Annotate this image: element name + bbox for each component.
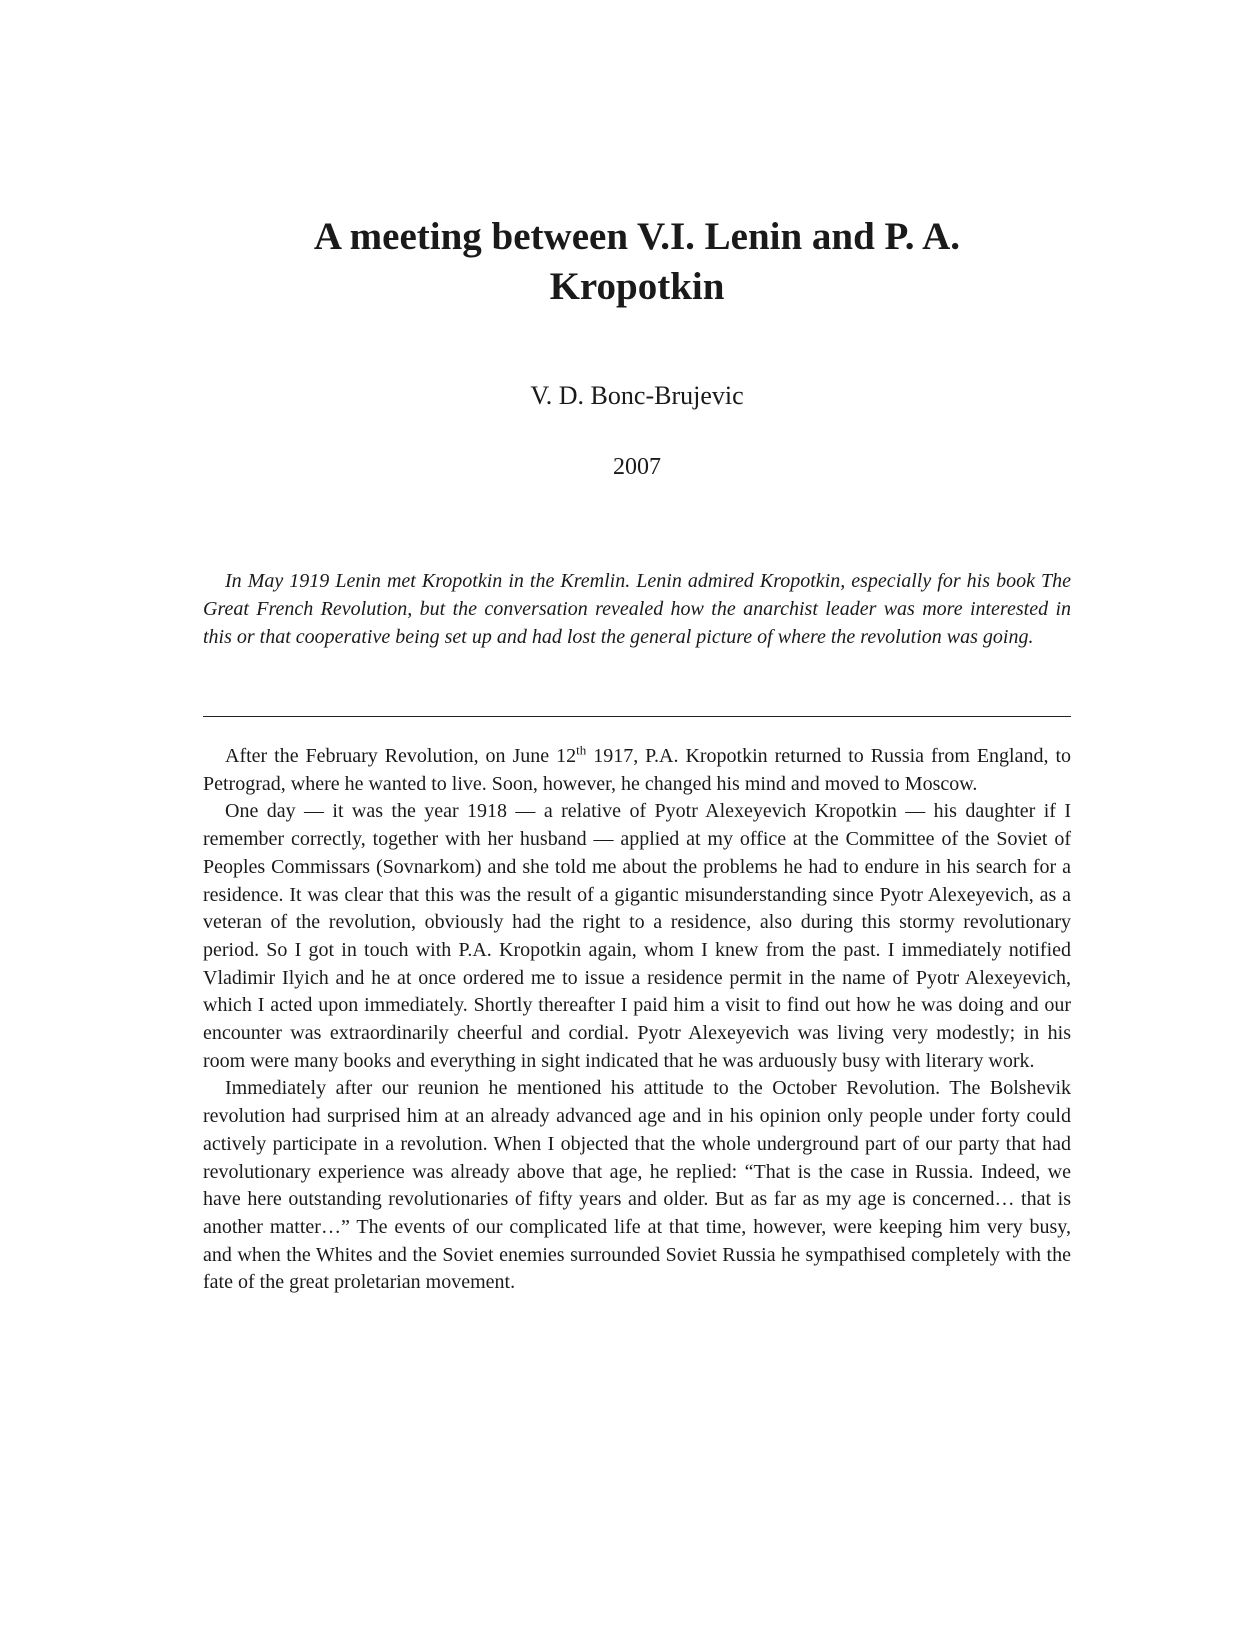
title-line-2: Kropotkin [549,265,725,308]
body-paragraph-3: Immediately after our reunion he mentioned his attitude to the October Revolution. The Bolshevik revolution had surprised him at an already advanced age and in his opinion only people under forty could actively participate in a revolution. When I objected that the whole underground part of our party that had revolutionary experience was already above that age, he replied: “That is the case in Russia. Indeed, we have here outstanding revolutionaries of fifty years and older. But as far as my age is concerned… that is another matter…” The events of our complicated life at that time, however, were keeping him very busy, and when the Whites and the Soviet enemies surrounded Soviet Russia he sympathised completely with the fate of the great proletarian movement. [203,1077,1071,1294]
paragraph-1-text-end: 1917, P.A. Kropotkin returned to Russia from England, to Petrograd, where he wanted to live. Soon, however, he changed his mind and moved to Moscow. [203,745,1071,795]
ordinal-superscript: th [576,742,587,758]
paragraph-1-text-start: After the February Revolution, on June 12 [225,745,577,767]
section-divider [203,716,1071,717]
author-name: V. D. Bonc-Brujevic [530,381,744,410]
page-title [203,212,1071,312]
publication-date: 2007 [613,454,661,480]
title-line-1: A meeting between V.I. Lenin and P. A. [313,215,961,258]
body-text [203,743,1071,1297]
body-paragraph-2: One day — it was the year 1918 — a relative of Pyotr Alexeyevich Kropotkin — his daughter if I remember correctly, together with her husband — applied at my office at the Committee of the Soviet of Peoples Commissars (Sovnarkom) and she told me about the problems he had to endure in his search for a residence. It was clear that this was the result of a gigantic misunderstanding since Pyotr Alexeyevich, as a veteran of the revolution, obviously had the right to a residence, also during this stormy revolutionary period. So I got in touch with P.A. Kropotkin again, whom I knew from the past. I immediately notified Vladimir Ilyich and he at once ordered me to issue a residence permit in the name of Pyotr Alexeyevich, which I acted upon immediately. Shortly thereafter I paid him a visit to find out how he was doing and our encounter was extraordinarily cheerful and cordial. Pyotr Alexeyevich was living very modestly; in his room were many books and everything in sight indicated that he was arduously busy with literary work. [203,800,1071,1072]
body-paragraph-1 [203,743,1071,798]
abstract-text: In May 1919 Lenin met Kropotkin in the Kremlin. Lenin admired Kropotkin, especially for his book The Great French Revolution, but the conversation revealed how the anarchist leader was more interested in this or that cooperative being set up and had lost the general picture of where the revolution was going. [203,570,1071,648]
